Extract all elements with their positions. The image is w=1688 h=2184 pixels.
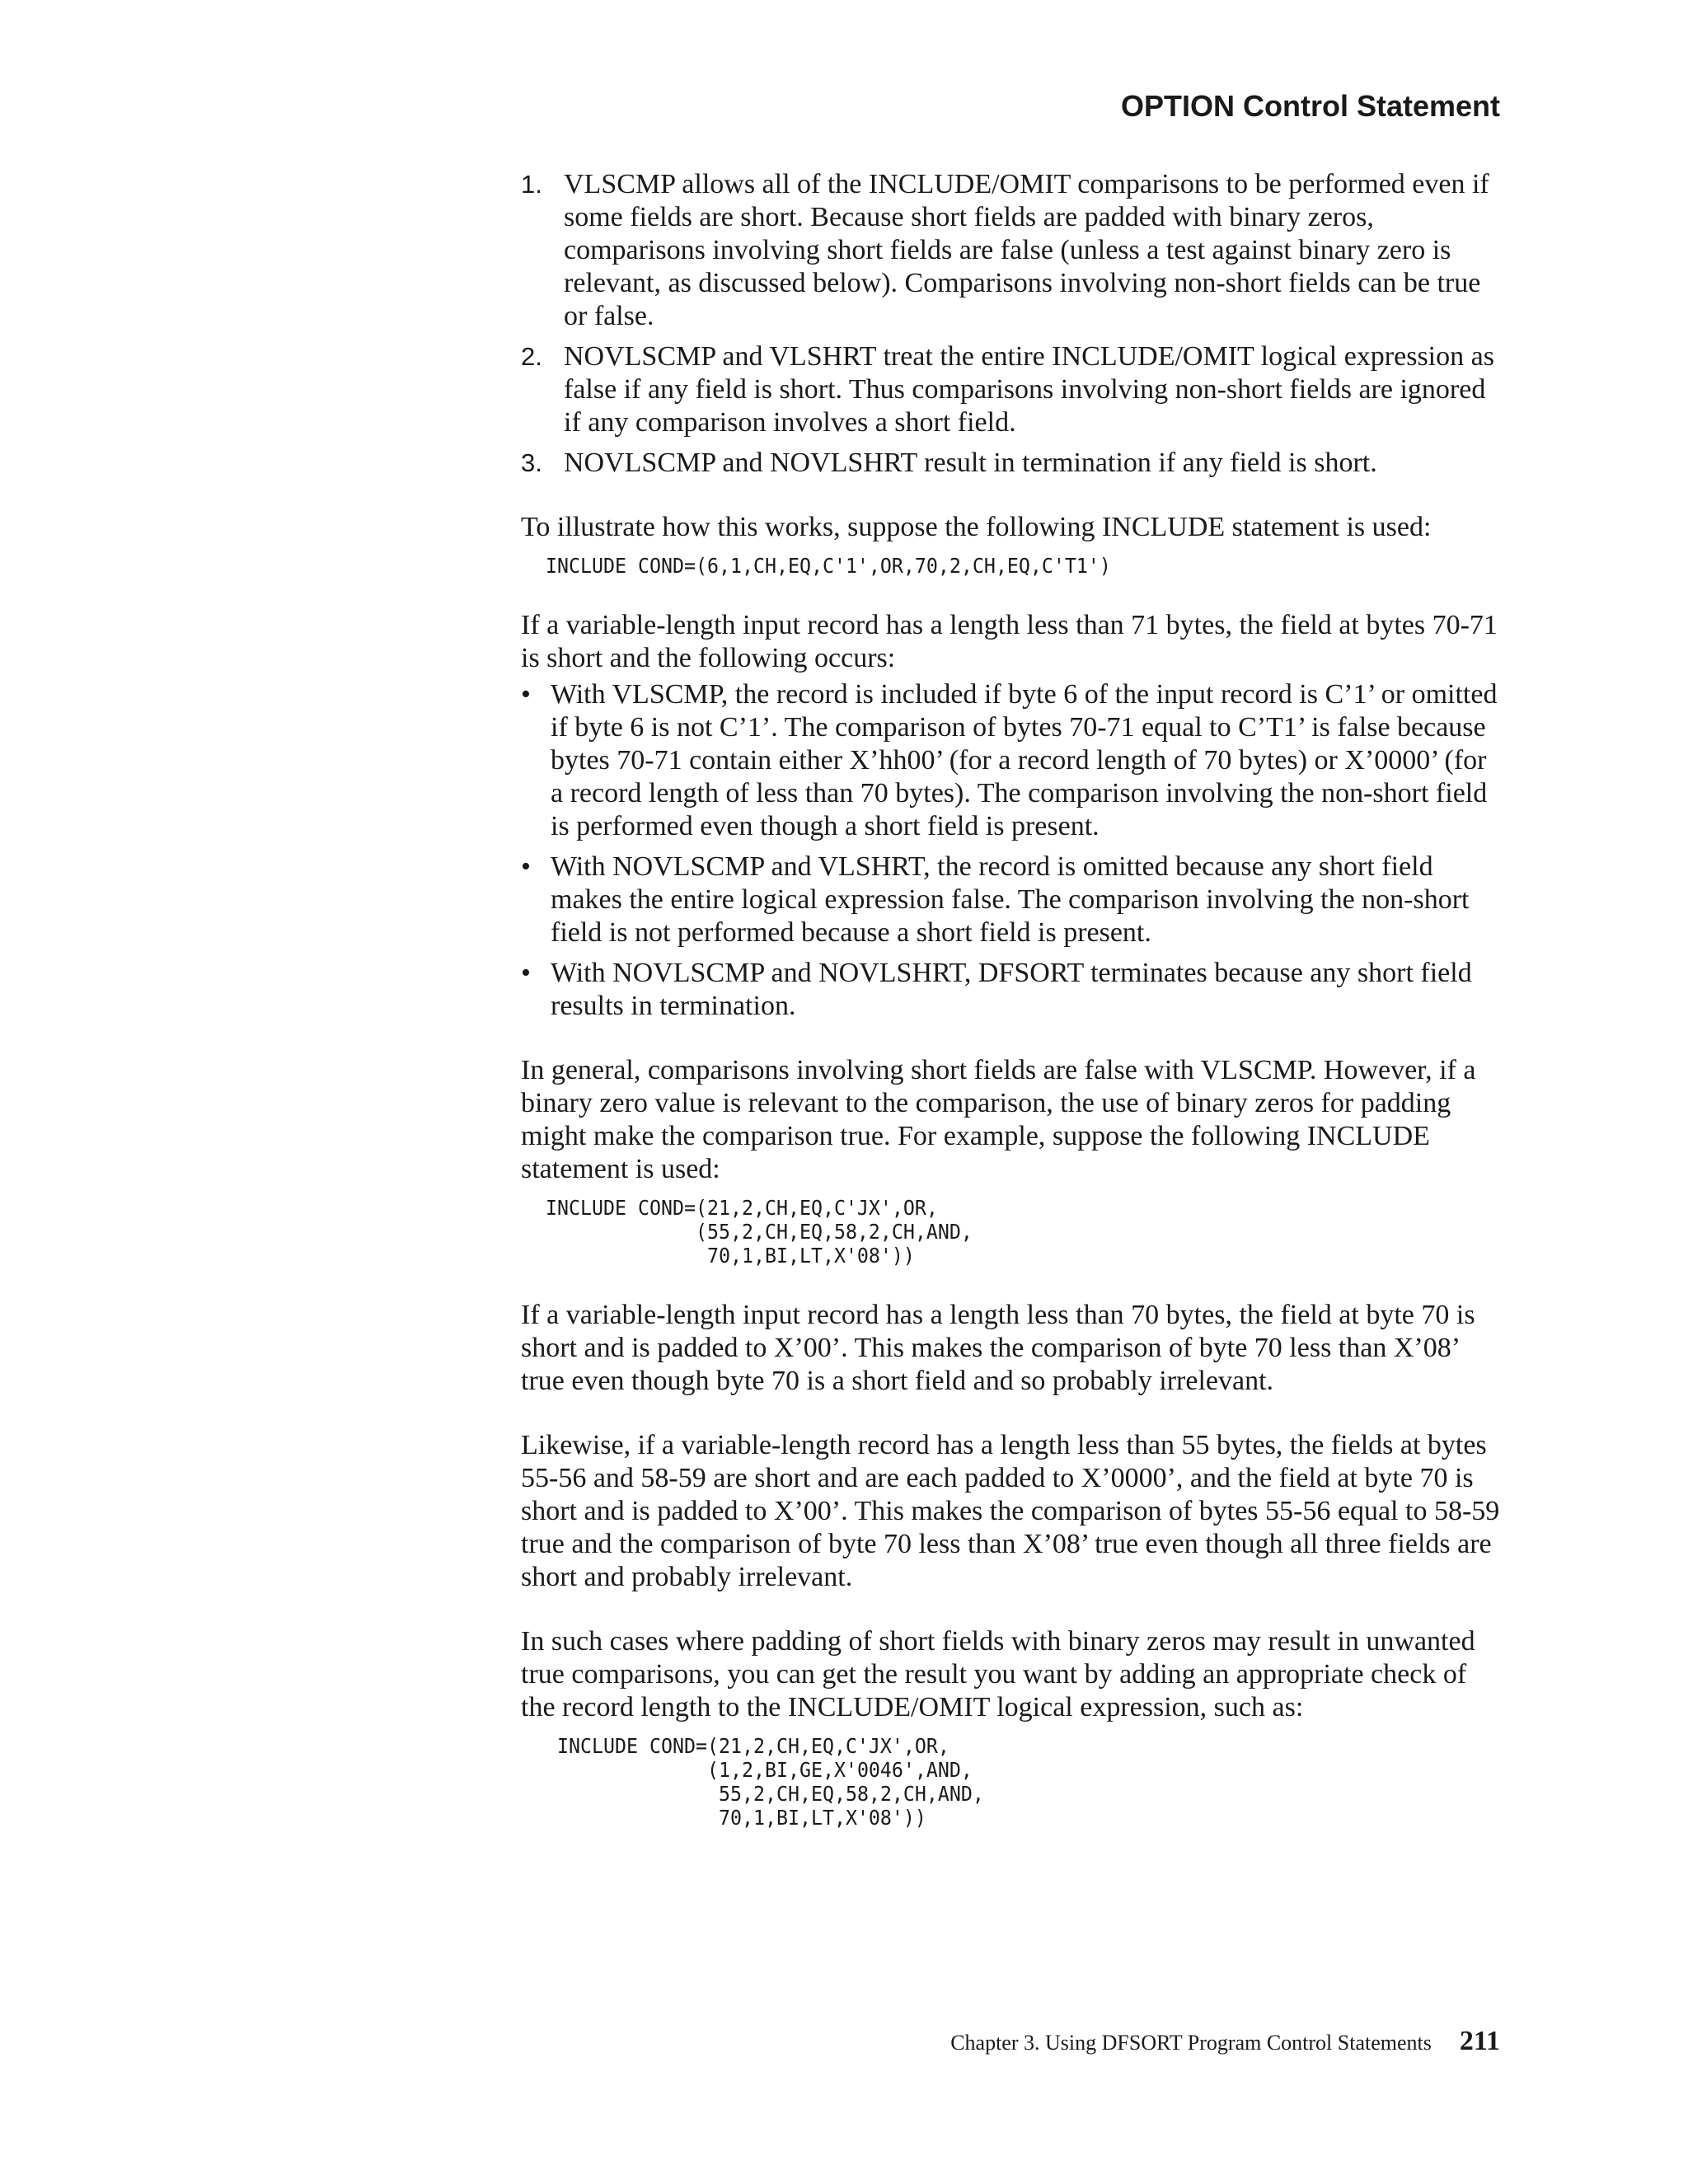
bullet-marker: • <box>521 958 531 988</box>
bullet-list <box>521 678 1502 1023</box>
bullet-item <box>521 851 1502 949</box>
paragraph-likewise: Likewise, if a variable-length record has a length less than 55 bytes, the fields at bytes 55-56 and 58-59 are short and are each padded to X’0000’, and the field at byte 70 is short and is padded to X’00’. This makes the comparison of bytes 55-56 equal to 58-59 true and the comparison of byte 70 less than X’08’ true even though all three fields are short and probably irrelevant. <box>521 1430 1500 1592</box>
list-item-number: 2. <box>521 342 542 371</box>
code-block-include-3: INCLUDE COND=(21,2,CH,EQ,C'JX',OR, (1,2,BI,GE,X'0046',AND, 55,2,CH,EQ,58,2,CH,AND, 70,1,BI,LT,X'08')) <box>557 1734 984 1830</box>
list-item-text: NOVLSCMP and NOVLSHRT result in termination if any field is short. <box>564 448 1377 478</box>
paragraph-length-71: If a variable-length input record has a length less than 71 bytes, the field at bytes 70-71 is short and the following occurs: <box>521 610 1498 673</box>
code-block-include-2: INCLUDE COND=(21,2,CH,EQ,C'JX',OR, (55,2,CH,EQ,58,2,CH,AND, 70,1,BI,LT,X'08')) <box>546 1196 973 1268</box>
bullet-marker: • <box>521 851 531 882</box>
code-block-include-1: INCLUDE COND=(6,1,CH,EQ,C'1',OR,70,2,CH,EQ,C'T1') <box>546 554 1111 578</box>
page-number: 211 <box>1459 2026 1500 2056</box>
bullet-text: With VLSCMP, the record is included if byte 6 of the input record is C’1’ or omitted if byte 6 is not C’1’. The comparison of bytes 70-71 equal to C’T1’ is false because bytes 70-71 contain either X’hh00’ (for a record length of 70 bytes) or X’0000’ (for a record length of less than 70 bytes). The comparison involving the non-short field is performed even though a short field is present. <box>551 679 1498 841</box>
list-item-number: 3. <box>521 448 542 477</box>
list-item-text: VLSCMP allows all of the INCLUDE/OMIT comparisons to be performed even if some fields are short. Because short fields are padded with binary zeros, comparisons involving short fields are false (unless a test against binary zero is relevant, as discussed below). Comparisons involving non-short fields can be true or false. <box>564 169 1489 331</box>
bullet-text: With NOVLSCMP and VLSHRT, the record is omitted because any short field makes the entire logical expression false. The comparison involving the non-short field is not performed because a short field is present. <box>551 851 1470 948</box>
list-item <box>521 340 1502 439</box>
list-item-text: NOVLSCMP and VLSHRT treat the entire INCLUDE/OMIT logical expression as false if any field is short. Thus comparisons involving non-short fields are ignored if any comparison involves a short field. <box>564 341 1494 438</box>
list-item <box>521 447 1502 480</box>
paragraph-general: In general, comparisons involving short fields are false with VLSCMP. However, if a binary zero value is relevant to the comparison, the use of binary zeros for padding might make the comparison true. For example, suppose the following INCLUDE statement is used: <box>521 1055 1476 1184</box>
running-header-title: OPTION Control Statement <box>1120 89 1500 123</box>
page-body <box>521 168 1502 1830</box>
bullet-item <box>521 957 1502 1023</box>
bullet-item <box>521 678 1502 843</box>
list-item <box>521 168 1502 333</box>
list-item-number: 1. <box>521 170 542 199</box>
page-footer <box>950 2026 1500 2057</box>
paragraph-such-cases: In such cases where padding of short fields with binary zeros may result in unwanted true comparisons, you can get the result you want by adding an appropriate check of the record length to the INCLUDE/OMIT logical expression, such as: <box>521 1626 1475 1722</box>
footer-chapter-title: Chapter 3. Using DFSORT Program Control Statements <box>950 2031 1432 2055</box>
bullet-marker: • <box>521 679 531 710</box>
paragraph-length-70: If a variable-length input record has a length less than 70 bytes, the field at byte 70 is short and is padded to X’00’. This makes the comparison of byte 70 less than X’08’ true even though byte 70 is a short field and so probably irrelevant. <box>521 1300 1475 1396</box>
paragraph-illustrate: To illustrate how this works, suppose the following INCLUDE statement is used: <box>521 512 1432 542</box>
bullet-text: With NOVLSCMP and NOVLSHRT, DFSORT terminates because any short field results in termination. <box>551 958 1472 1021</box>
numbered-list <box>521 168 1502 480</box>
